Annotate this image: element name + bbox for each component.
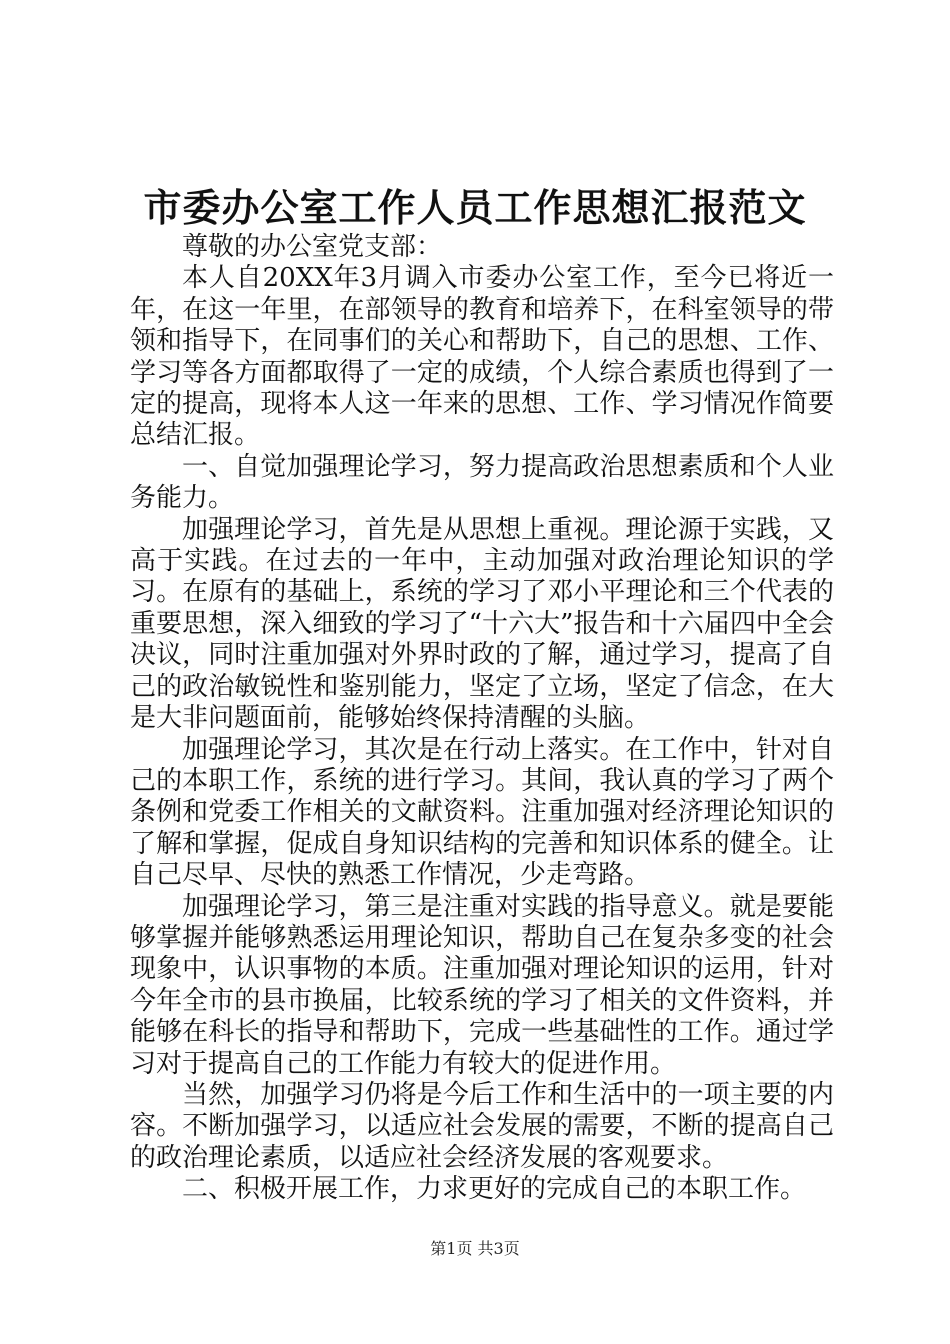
- paragraph: 加强理论学习，首先是从思想上重视。理论源于实践，又高于实践。在过去的一年中，主动加强对政治理论知识的学习。在原有的基础上，系统的学习了邓小平理论和三个代表的重要思想，深入细致的学习了“十六大”报告和十六届四中全会决议，同时注重加强对外界时政的了解，通过学习，提高了自己的政治敏锐性和鉴别能力，坚定了立场，坚定了信念，在大是大非问题面前，能够始终保持清醒的头脑。: [130, 514, 834, 734]
- paragraph: 当然，加强学习仍将是今后工作和生活中的一项主要的内容。不断加强学习，以适应社会发展的需要，不断的提高自己的政治理论素质，以适应社会经济发展的客观要求。: [130, 1079, 834, 1173]
- paragraph: 加强理论学习，其次是在行动上落实。在工作中，针对自己的本职工作，系统的进行学习。其间，我认真的学习了两个条例和党委工作相关的文献资料。注重加强对经济理论知识的了解和掌握，促成自身知识结构的完善和知识体系的健全。让自己尽早、尽快的熟悉工作情况，少走弯路。: [130, 734, 834, 891]
- section-heading-1: 一、自觉加强理论学习，努力提高政治思想素质和个人业务能力。: [130, 451, 834, 514]
- section-heading-2: 二、积极开展工作，力求更好的完成自己的本职工作。: [182, 1174, 807, 1205]
- document-body: [130, 232, 834, 1206]
- salutation: 尊敬的办公室党支部：: [182, 232, 443, 262]
- page-number-footer: 第1页 共3页: [430, 1239, 520, 1258]
- paragraph-intro: 本人自20XX年3月调入市委办公室工作，至今已将近一年，在这一年里，在部领导的教育和培养下，在科室领导的带领和指导下，在同事们的关心和帮助下，自己的思想、工作、学习等各方面都取得了一定的成绩，个人综合素质也得到了一定的提高，现将本人这一年来的思想、工作、学习情况作简要总结汇报。: [130, 263, 834, 451]
- paragraph: 加强理论学习，第三是注重对实践的指导意义。就是要能够掌握并能够熟悉运用理论知识，帮助自己在复杂多变的社会现象中，认识事物的本质。注重加强对理论知识的运用，针对今年全市的县市换届，比较系统的学习了相关的文件资料，并能够在科长的指导和帮助下，完成一些基础性的工作。通过学习对于提高自己的工作能力有较大的促进作用。: [130, 891, 834, 1079]
- document-title: 市委办公室工作人员工作思想汇报范文: [143, 185, 807, 230]
